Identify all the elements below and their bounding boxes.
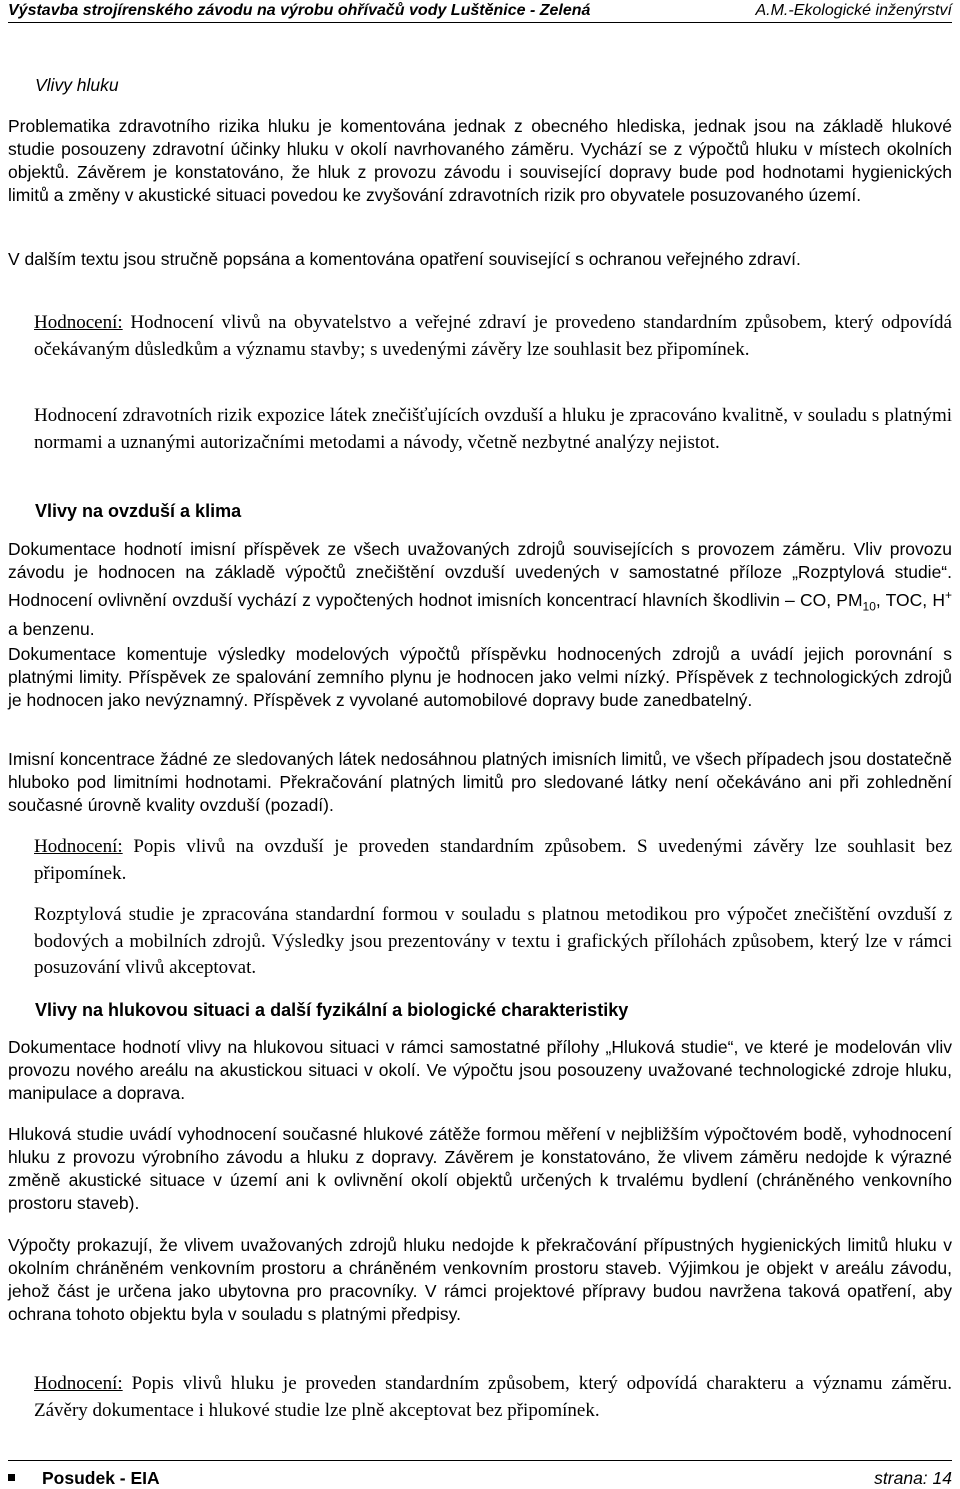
- noise-evaluation: [34, 310, 952, 363]
- acoustic-evaluation: [34, 1371, 952, 1424]
- evaluation-label: Hodnocení:: [34, 1373, 123, 1394]
- footer-document-type: Posudek - EIA: [42, 1468, 160, 1488]
- noise-section-title: Vlivy hluku: [35, 75, 119, 95]
- acoustic-paragraph-3: Výpočty prokazují, že vlivem uvažovaných zdrojů hluku nedojde k překračování přípustných hygienických limitů hluku v okolním chráněném venkovním prostoru a chráněném venkovním prostoru staveb. Výjimkou je objekt v areálu závodu, jehož část je určena jako ubytovna pro pracovníky. V rámci projektové přípravy budou navržena taková opatření, aby ochrana tohoto objektu byla v souladu s platnými předpisy.: [8, 1235, 952, 1324]
- air-section-title: Vlivy na ovzduší a klima: [35, 501, 242, 521]
- evaluation-label: Hodnocení:: [34, 312, 123, 333]
- air-paragraph-2: Dokumentace komentuje výsledky modelových výpočtů příspěvku hodnocených zdrojů a uvádí jejich porovnání s platnými limity. Příspěvek ze spalování zemního plynu je hodnocen jako velmi nízký. Příspěvek z technologických zdrojů je hodnocen jako nevýznamný. Příspěvek z vyvolané automobilové dopravy bude zanedbatelný.: [8, 644, 952, 710]
- noise-paragraph-1: Problematika zdravotního rizika hluku je komentována jednak z obecného hlediska, jednak jsou na základě hlukové studie posouzeny zdravotní účinky hluku v okolí navrhovaného záměru. Vychází se z výpočtů hluku v místech okolních objektů. Závěrem je konstatováno, že hluk z provozu závodu i související dopravy bude pod hodnotami hygienických limitů a změny v akustické situaci povedou ke zvyšování zdravotních rizik pro obyvatele posuzovaného území.: [8, 116, 952, 205]
- header-project-title: Výstavba strojírenského závodu na výrobu ohřívačů vody Luštěnice - Zelená: [8, 2, 591, 19]
- noise-paragraph-2: V dalším textu jsou stručně popsána a komentována opatření související s ochranou veřejného zdraví.: [8, 249, 801, 269]
- page-header: [8, 0, 952, 23]
- evaluation-text: Popis vlivů hluku je proveden standardním způsobem, který odpovídá charakteru a významu záměru. Závěry dokumentace i hlukové studie lze plně akceptovat bez připomínek.: [34, 1373, 952, 1421]
- acoustic-paragraph-2: Hluková studie uvádí vyhodnocení současné hlukové zátěže formou měření v nejbližším výpočtovém bodě, vyhodnocení hluku z provozu výrobního závodu a hluku z dopravy. Závěrem je konstatováno, že vlivem záměru nedojde k výrazné změně akustické situace v území ani k ovlivnění okolí objektů určených k trvalému bydlení (chráněného venkovního prostoru staveb).: [8, 1124, 952, 1213]
- page-number: strana: 14: [874, 1468, 952, 1488]
- air-paragraph-1: Dokumentace hodnotí imisní příspěvek ze všech uvažovaných zdrojů souvisejících s provozem záměru. Vliv provozu závodu je hodnocen na základě výpočtů znečištění ovzduší uvedených v samostatné příloze „Rozptylová studie“. Hodnocení ovlivnění ovzduší vychází z vypočtených hodnot imisních koncentrací hlavních škodlivin – CO, $PM_{10}$, TOC, H+ a benzenu.: [8, 539, 952, 640]
- air-evaluation: [34, 834, 952, 887]
- square-bullet-icon: [8, 1474, 15, 1481]
- air-paragraph-4: Rozptylová studie je zpracována standardní formou v souladu s platnou metodikou pro výpočet znečištění ovzduší z bodových a mobilních zdrojů. Výsledky jsou prezentovány v textu i grafických přílohách způsobem, který lze v rámci posuzování vlivů akceptovat.: [34, 904, 952, 978]
- evaluation-text: Popis vlivů na ovzduší je proveden standardním způsobem. S uvedenými závěry lze souhlasit bez připomínek.: [34, 836, 952, 884]
- air-paragraph-3: Imisní koncentrace žádné ze sledovaných látek nedosáhnou platných imisních limitů, ve všech případech jsou dostatečně hluboko pod limitními hodnotami. Překračování platných limitů pro sledované látky není očekáváno ani při zohlednění současné úrovně kvality ovzduší (pozadí).: [8, 749, 952, 815]
- evaluation-text: Hodnocení vlivů na obyvatelstvo a veřejné zdraví je provedeno standardním způsobem, který odpovídá očekávaným důsledkům a významu stavby; s uvedenými závěry lze souhlasit bez připomínek.: [34, 312, 952, 360]
- noise-paragraph-3: Hodnocení zdravotních rizik expozice látek znečišťujících ovzduší a hluku je zpracováno kvalitně, v souladu s platnými normami a uznanými autorizačními metodami a návody, včetně nezbytné analýzy nejistot.: [34, 405, 952, 453]
- evaluation-label: Hodnocení:: [34, 836, 123, 857]
- page-footer: [8, 1460, 952, 1489]
- acoustic-paragraph-1: Dokumentace hodnotí vlivy na hlukovou situaci v rámci samostatné přílohy „Hluková studie“, ve které je modelován vliv provozu nového areálu na akustickou situaci v okolí. Ve výpočtu jsou posouzeny uvažované technologické zdroje hluku, manipulace a doprava.: [8, 1037, 952, 1103]
- header-company: A.M.-Ekologické inženýrství: [755, 2, 952, 19]
- acoustic-section-title: Vlivy na hlukovou situaci a další fyzikální a biologické charakteristiky: [35, 1000, 629, 1020]
